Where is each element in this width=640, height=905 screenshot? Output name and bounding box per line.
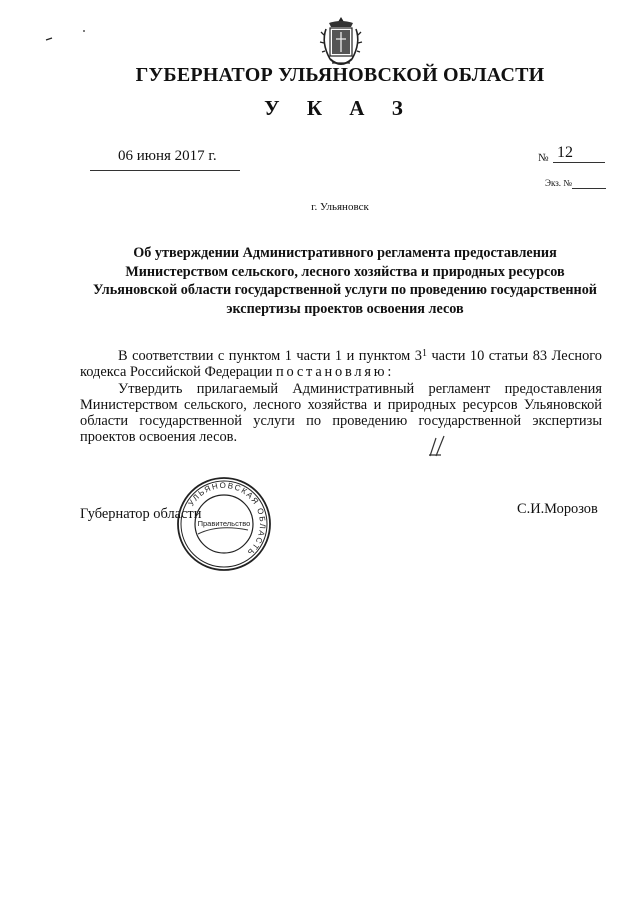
seal-center-text: Правительство xyxy=(197,519,251,528)
coat-of-arms-icon xyxy=(318,15,364,71)
number-underline xyxy=(553,162,605,163)
date-underline xyxy=(90,170,240,171)
decree-heading: У К А З xyxy=(264,96,414,120)
body-paragraph-2: Утвердить прилагаемый Административный регламент предоставления Министерством сельского, лесного хозяйства и природных ресурсов Ульяновской области государственной услуги по проведению государственной экспертизы проектов освоения лесов. xyxy=(80,380,602,446)
signatory-role: Губернатор области xyxy=(80,506,202,522)
city-line: г. Ульяновск xyxy=(311,201,369,213)
signatory-name: С.И.Морозов xyxy=(517,501,598,517)
resolution-word: постановляю: xyxy=(276,364,395,381)
document-title: Об утверждении Административного регламента предоставления Министерством сельского, лесного хозяйства и природных ресурсов Ульяновской области государственной услуги по проведению государственной экспертизы проектов освоения лесов xyxy=(93,245,597,317)
pen-mark xyxy=(426,434,448,458)
document-body xyxy=(80,348,602,446)
decree-number: 12 xyxy=(557,144,573,161)
round-seal-icon xyxy=(176,476,272,572)
body-text-segment: В соответствии с пунктом 1 части 1 и пунктом 3 xyxy=(118,348,422,364)
scan-speck-marks xyxy=(44,28,104,44)
body-paragraph-1 xyxy=(80,348,602,381)
seal-ring-text: УЛЬЯНОВСКАЯ ОБЛАСТЬ xyxy=(186,480,268,558)
number-label: № xyxy=(538,152,549,164)
issuer-title: ГУБЕРНАТОР УЛЬЯНОВСКОЙ ОБЛАСТИ xyxy=(135,64,545,86)
copy-number-underline xyxy=(572,188,606,189)
decree-date: 06 июня 2017 г. xyxy=(118,148,217,164)
body-text-segment: части 10 статьи 83 Лесного кодекса Российской Федерации xyxy=(80,348,602,381)
copy-number-label: Экз. № xyxy=(545,178,572,188)
superscript: 1 xyxy=(421,348,427,359)
